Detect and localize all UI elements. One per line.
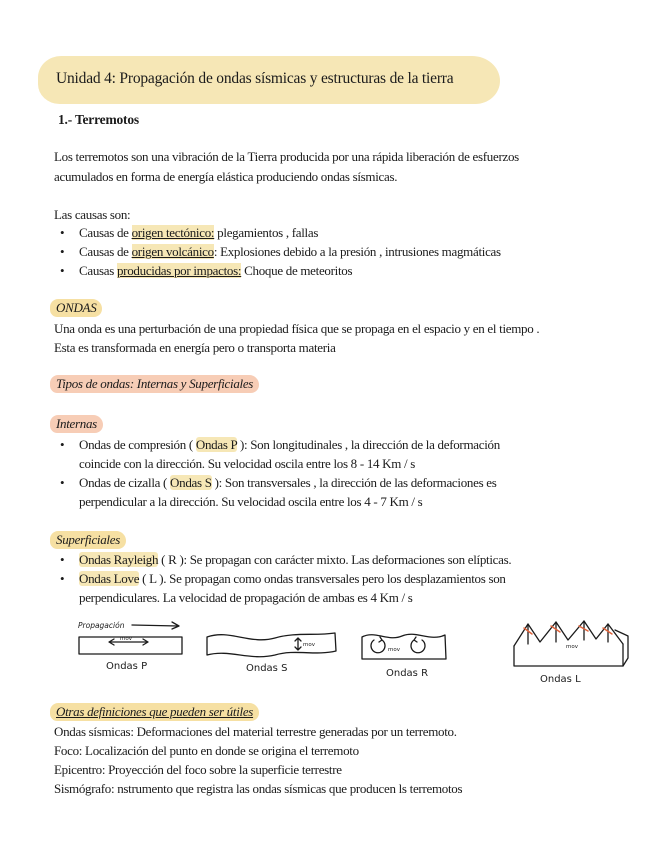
section-heading-tipos: Tipos de ondas: Internas y Superficiales	[50, 375, 259, 393]
list-item	[60, 569, 506, 588]
onda-r-post: ( R ): Se propagan con carácter mixto. Las deformaciones son elípticas.	[158, 552, 512, 567]
ondas-r-wave	[362, 634, 446, 659]
bullet-dot: •	[60, 225, 65, 240]
section-heading-ondas: ONDAS	[50, 299, 102, 317]
ondas-s-sketch	[207, 633, 336, 674]
section-heading-terremotos: 1.- Terremotos	[58, 112, 139, 127]
ondas-s-wave	[207, 633, 336, 657]
list-item	[60, 473, 497, 492]
propagacion-label: Propagación	[78, 621, 125, 630]
ondas-line-2: Esta es transformada en energía pero o transporta materia	[54, 340, 336, 355]
ondas-r-label: Ondas R	[386, 668, 429, 679]
onda-s-post: ): Son transversales , la dirección de las deformaciones es	[211, 475, 497, 490]
bullet-dot: •	[60, 244, 65, 259]
onda-p-post: ): Son longitudinales , la dirección de la deformación	[237, 437, 500, 452]
definition-item: Foco: Localización del punto en donde se origina el terremoto	[54, 743, 359, 758]
causas-intro: Las causas son:	[54, 207, 131, 222]
onda-p-pre: Ondas de compresión (	[79, 437, 196, 452]
rotation-icon	[371, 637, 385, 653]
onda-s-key: Ondas S	[170, 475, 212, 490]
list-item	[60, 242, 501, 261]
causa-prefix: Causas de	[79, 244, 132, 259]
ondas-p-sketch	[78, 621, 182, 672]
causa-key: origen tectónico:	[131, 225, 215, 240]
vertical-arrow-icon	[295, 638, 301, 650]
mov-label: mov	[303, 642, 315, 648]
section-heading-otras: Otras definiciones que pueden ser útiles	[50, 703, 259, 721]
onda-l-continuation: perpendiculares. La velocidad de propagación de ambas es 4 Km / s	[79, 590, 413, 605]
causa-key: origen volcánico	[131, 244, 214, 259]
list-item	[60, 261, 352, 280]
ondas-line-1: Una onda es una perturbación de una propiedad física que se propaga en el espacio y en el tiempo .	[54, 321, 540, 336]
ondas-l-sketch	[514, 621, 628, 685]
onda-l-key: Ondas Love	[79, 571, 140, 586]
terremotos-line-2: acumulados en forma de energía elástica produciendo ondas sísmicas.	[54, 169, 398, 184]
onda-l-post: ( L ). Se propagan como ondas transversales pero los desplazamientos son	[139, 571, 506, 586]
causa-prefix: Causas	[79, 263, 117, 278]
mov-label: mov	[388, 647, 400, 653]
causa-key: producidas por impactos:	[116, 263, 242, 278]
terremotos-line-1: Los terremotos son una vibración de la Tierra producida por una rápida liberación de esfuerzos	[54, 149, 519, 164]
list-item	[60, 223, 318, 242]
section-heading-superficiales: Superficiales	[50, 531, 126, 549]
bullet-dot: •	[60, 475, 65, 490]
list-item	[60, 550, 511, 569]
definition-item: Sismógrafo: nstrumento que registra las ondas sísmicas que producen ls terremotos	[54, 781, 463, 796]
ondas-l-label: Ondas L	[540, 674, 581, 685]
seismic-waves-diagram	[70, 618, 640, 690]
section-heading-internas: Internas	[50, 415, 103, 433]
bullet-dot: •	[60, 552, 65, 567]
bullet-dot: •	[60, 571, 65, 586]
causa-rest: : Explosiones debido a la presión , intrusiones magmáticas	[213, 244, 501, 259]
mov-label: mov	[120, 636, 132, 642]
bullet-dot: •	[60, 263, 65, 278]
definition-item: Ondas sísmicas: Deformaciones del material terrestre generadas por un terremoto.	[54, 724, 457, 739]
bullet-dot: •	[60, 437, 65, 452]
page-title: Unidad 4: Propagación de ondas sísmicas y estructuras de la tierra	[56, 70, 454, 87]
definition-item: Epicentro: Proyección del foco sobre la superficie terrestre	[54, 762, 342, 777]
causa-prefix: Causas de	[79, 225, 132, 240]
onda-r-key: Ondas Rayleigh	[79, 552, 159, 567]
mov-label: mov	[566, 644, 578, 650]
onda-s-pre: Ondas de cizalla (	[79, 475, 171, 490]
ondas-l-arrows-icon	[524, 626, 612, 634]
onda-p-key: Ondas P	[195, 437, 237, 452]
onda-p-continuation: coincide con la dirección. Su velocidad oscila entre los 8 - 14 Km / s	[79, 456, 416, 471]
onda-s-continuation: perpendicular a la dirección. Su velocidad oscila entre los 4 - 7 Km / s	[79, 494, 423, 509]
arrow-line	[132, 625, 178, 626]
list-item	[60, 435, 500, 454]
rotation-icon	[411, 637, 425, 653]
ondas-r-sketch	[362, 634, 446, 679]
causa-rest: Choque de meteoritos	[241, 263, 353, 278]
ondas-p-label: Ondas P	[106, 661, 148, 672]
ondas-s-label: Ondas S	[246, 663, 288, 674]
causa-rest: plegamientos , fallas	[214, 225, 319, 240]
